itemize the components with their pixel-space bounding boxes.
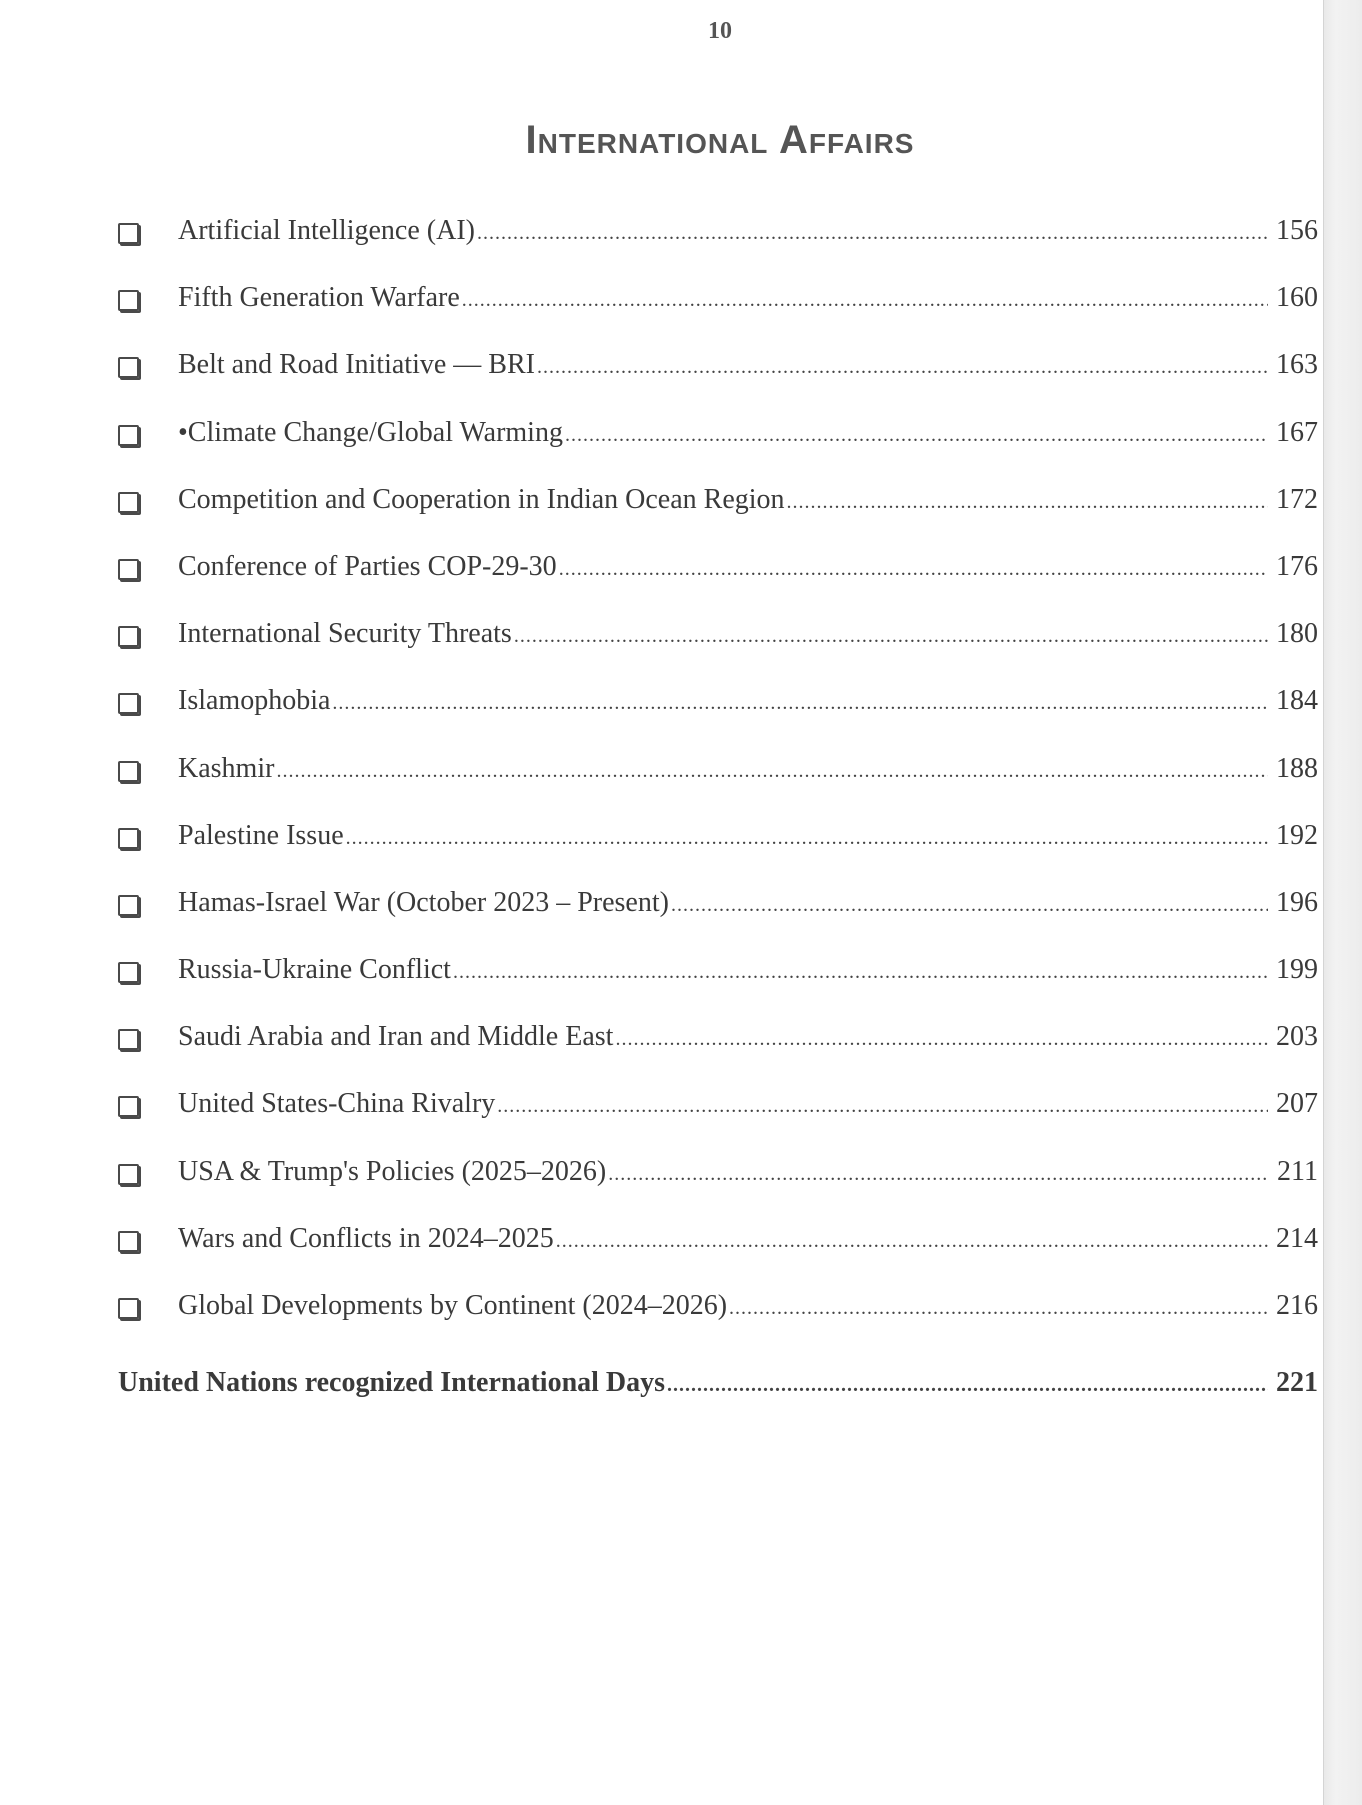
dot-leader bbox=[332, 685, 1268, 721]
toc-row[interactable] bbox=[118, 213, 1318, 280]
page-edge bbox=[1323, 0, 1362, 1805]
checkbox-icon bbox=[118, 290, 139, 311]
checkbox-icon bbox=[118, 1029, 139, 1050]
dot-leader bbox=[671, 887, 1268, 923]
toc-entry-title: Saudi Arabia and Iran and Middle East bbox=[178, 1021, 614, 1053]
dot-leader bbox=[667, 1367, 1268, 1403]
toc-entry-page: 167 bbox=[1276, 416, 1318, 448]
toc-row[interactable] bbox=[118, 751, 1318, 818]
toc-entry-title: Competition and Cooperation in Indian Ocean Region bbox=[178, 483, 785, 515]
toc-entry-title: Fifth Generation Warfare bbox=[178, 282, 460, 314]
checkbox-icon bbox=[118, 895, 139, 916]
toc-entry-page: 156 bbox=[1276, 215, 1318, 246]
checkbox-icon bbox=[118, 693, 139, 714]
toc-entry-title: Wars and Conflicts in 2024–2025 bbox=[178, 1222, 554, 1254]
toc-entry-page: 192 bbox=[1276, 819, 1318, 851]
dot-leader bbox=[514, 618, 1268, 654]
checkbox-icon bbox=[118, 492, 139, 513]
footer-entry-title: United Nations recognized International Days bbox=[118, 1367, 666, 1398]
toc-entry[interactable] bbox=[178, 683, 1318, 721]
toc-entry-page: 214 bbox=[1276, 1222, 1318, 1254]
checkbox-icon bbox=[118, 1298, 139, 1319]
checkbox-icon bbox=[118, 828, 139, 849]
toc-entry-title: Global Developments by Continent (2024–2026) bbox=[178, 1290, 728, 1321]
toc-row[interactable] bbox=[118, 1154, 1318, 1221]
toc-entry-title: Russia-Ukraine Conflict bbox=[178, 954, 451, 986]
toc-entry-page: 188 bbox=[1276, 752, 1318, 784]
toc-entry[interactable] bbox=[178, 1221, 1318, 1259]
dot-leader bbox=[556, 1223, 1268, 1259]
toc-entry-page: 207 bbox=[1276, 1088, 1318, 1120]
checkbox-icon bbox=[118, 559, 139, 580]
toc-entry[interactable] bbox=[178, 482, 1318, 520]
toc-entry-page: 160 bbox=[1276, 282, 1318, 314]
dot-leader bbox=[497, 1088, 1268, 1124]
checkbox-icon bbox=[118, 1231, 139, 1252]
checkbox-icon bbox=[118, 357, 139, 378]
footer-entry-page: 221 bbox=[1276, 1367, 1318, 1398]
checkbox-icon bbox=[118, 626, 139, 647]
toc-entry-title: USA & Trump's Policies (2025–2026) bbox=[178, 1155, 607, 1187]
toc-entry[interactable] bbox=[178, 1288, 1318, 1326]
toc-entry-page: 211 bbox=[1277, 1155, 1318, 1187]
toc-row[interactable] bbox=[118, 616, 1318, 683]
checkbox-icon bbox=[118, 1164, 139, 1185]
dot-leader bbox=[346, 820, 1268, 856]
toc-entry-title: Artificial Intelligence (AI) bbox=[178, 215, 475, 246]
toc-entry-title: •Climate Change/Global Warming bbox=[178, 416, 563, 448]
dot-leader bbox=[565, 417, 1268, 453]
page-number: 10 bbox=[708, 18, 732, 44]
toc-row[interactable] bbox=[118, 482, 1318, 549]
dot-leader bbox=[453, 954, 1268, 990]
toc-row[interactable] bbox=[118, 1019, 1318, 1086]
dot-leader bbox=[537, 349, 1268, 385]
toc-row[interactable] bbox=[118, 1288, 1318, 1355]
checkbox-icon bbox=[118, 962, 139, 983]
dot-leader bbox=[559, 551, 1268, 587]
toc-row[interactable] bbox=[118, 1086, 1318, 1153]
checkbox-icon bbox=[118, 761, 139, 782]
checkbox-icon bbox=[118, 1096, 139, 1117]
dot-leader bbox=[276, 753, 1268, 789]
toc-entry[interactable] bbox=[178, 549, 1318, 587]
toc-entry-page: 184 bbox=[1276, 685, 1318, 717]
checkbox-icon bbox=[118, 223, 139, 244]
dot-leader bbox=[729, 1290, 1268, 1326]
toc-row[interactable] bbox=[118, 885, 1318, 952]
toc-entry[interactable] bbox=[178, 885, 1318, 923]
toc-entry-page: 199 bbox=[1276, 954, 1318, 986]
toc-row[interactable] bbox=[118, 347, 1318, 414]
toc-entry[interactable] bbox=[178, 1019, 1318, 1057]
dot-leader bbox=[615, 1021, 1268, 1057]
toc-entry[interactable] bbox=[178, 415, 1318, 453]
toc-row[interactable] bbox=[118, 1221, 1318, 1288]
toc-entry-page: 196 bbox=[1276, 886, 1318, 918]
toc-entry-title: Conference of Parties COP-29-30 bbox=[178, 550, 557, 582]
toc-row[interactable] bbox=[118, 280, 1318, 347]
toc-entry[interactable] bbox=[178, 347, 1318, 385]
toc-entry[interactable] bbox=[178, 213, 1318, 251]
dot-leader bbox=[462, 282, 1268, 318]
toc-row[interactable] bbox=[118, 683, 1318, 750]
checkbox-icon bbox=[118, 425, 139, 446]
toc-entry-page: 180 bbox=[1276, 618, 1318, 650]
table-of-contents bbox=[118, 213, 1318, 1355]
toc-entry[interactable] bbox=[178, 616, 1318, 654]
toc-entry-page: 163 bbox=[1276, 349, 1318, 381]
toc-row[interactable] bbox=[118, 818, 1318, 885]
toc-entry-page: 203 bbox=[1276, 1021, 1318, 1053]
toc-entry[interactable] bbox=[178, 751, 1318, 789]
toc-entry-title: United States-China Rivalry bbox=[178, 1088, 496, 1120]
toc-row[interactable] bbox=[118, 415, 1318, 482]
toc-entry-title: Kashmir bbox=[178, 752, 275, 784]
toc-entry-title: Hamas-Israel War (October 2023 – Present) bbox=[178, 886, 669, 918]
toc-entry-title: Islamophobia bbox=[178, 685, 331, 717]
toc-row[interactable] bbox=[118, 549, 1318, 616]
dot-leader bbox=[477, 215, 1268, 251]
toc-entry[interactable] bbox=[178, 1154, 1318, 1192]
footer-toc-entry[interactable] bbox=[118, 1365, 1318, 1403]
toc-entry[interactable] bbox=[178, 1086, 1318, 1124]
toc-entry-page: 216 bbox=[1276, 1290, 1318, 1321]
toc-entry-title: International Security Threats bbox=[178, 618, 512, 650]
section-title: International Affairs bbox=[525, 118, 915, 162]
toc-entry-title: Belt and Road Initiative — BRI bbox=[178, 349, 535, 381]
toc-entry-title: Palestine Issue bbox=[178, 819, 344, 851]
toc-entry[interactable] bbox=[178, 952, 1318, 990]
toc-entry[interactable] bbox=[178, 818, 1318, 856]
toc-entry-page: 176 bbox=[1276, 550, 1318, 582]
toc-entry[interactable] bbox=[178, 280, 1318, 318]
dot-leader bbox=[608, 1156, 1268, 1192]
toc-row[interactable] bbox=[118, 952, 1318, 1019]
dot-leader bbox=[787, 484, 1268, 520]
toc-entry-page: 172 bbox=[1276, 483, 1318, 515]
